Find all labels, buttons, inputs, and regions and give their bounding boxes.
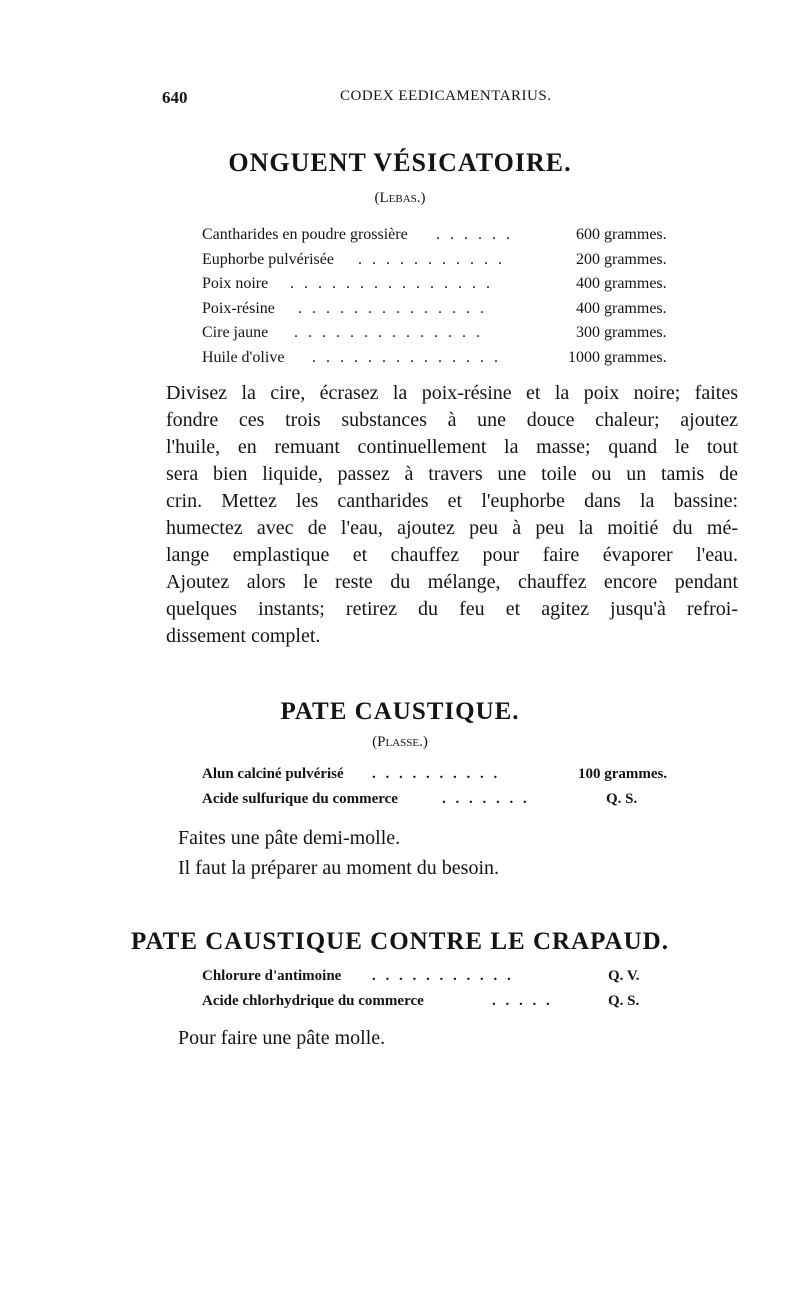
leader-dots: . . . . . . . . . . .	[372, 968, 514, 984]
leader-dots: . . . . . . . . . . . . . .	[294, 324, 483, 341]
leader-dots: . . . . . . . . . . . . . . .	[290, 275, 493, 292]
section-title-onguent-vesicatoire: ONGUENT VÉSICATOIRE.	[228, 148, 572, 177]
text-line: dissement complet.	[166, 625, 321, 647]
text-line: Ajoutez alors le reste du mélange, chauffez encore pendant	[166, 571, 738, 593]
leader-dots: . . . . .	[492, 993, 553, 1009]
ingredient-quantity: 100 grammes.	[578, 766, 668, 782]
ingredient-quantity: 400 grammes.	[576, 275, 667, 292]
leader-dots: . . . . . . . . . . . . . .	[312, 348, 501, 366]
section-title-pate-caustique: PATE CAUSTIQUE.	[280, 698, 520, 725]
text-line: Divisez la cire, écrasez la poix-résine et la poix noire; faites	[166, 382, 738, 404]
ingredient-name: Cantharides en poudre grossière	[202, 226, 408, 243]
ingredient-quantity: 1000 grammes.	[568, 348, 667, 366]
section-title-pate-caustique-crapaud: PATE CAUSTIQUE CONTRE LE CRAPAUD.	[131, 928, 669, 955]
ingredient-name: Acide chlorhydrique du commerce	[202, 993, 424, 1009]
instruction-line: Faites une pâte demi-molle.	[178, 827, 401, 849]
text-line: sera bien liquide, passez à travers une toile ou un tamis de	[166, 463, 738, 485]
ingredient-name: Chlorure d'antimoine	[202, 968, 342, 984]
text-line: quelques instants; retirez du feu et agitez jusqu'à refroi-	[166, 598, 738, 620]
text-line: humectez avec de l'eau, ajoutez peu à peu la moitié du mé-	[166, 517, 738, 539]
ingredient-name: Huile d'olive	[202, 348, 285, 366]
leader-dots: . . . . . . . . . . .	[358, 250, 505, 268]
text-line: l'huile, en remuant continuellement la masse; quand le tout	[166, 436, 738, 458]
section-author-plasse: (Plasse.)	[372, 734, 428, 750]
text-line: fondre ces trois substances à une douce chaleur; ajoutez	[166, 409, 738, 431]
ingredient-name: Poix noire	[202, 275, 269, 292]
page-number: 640	[162, 88, 188, 107]
running-title: CODEX EEDICAMENTARIUS.	[340, 88, 552, 104]
text-line: crin. Mettez les cantharides et l'euphorbe dans la bassine:	[166, 490, 738, 512]
leader-dots: . . . . . .	[436, 226, 513, 243]
instructions-paragraph	[166, 380, 738, 680]
ingredient-quantity: 200 grammes.	[576, 250, 667, 268]
instruction-line: Il faut la préparer au moment du besoin.	[178, 857, 499, 879]
ingredient-quantity: 600 grammes.	[576, 226, 667, 243]
ingredient-quantity: 300 grammes.	[576, 324, 667, 341]
ingredient-quantity: Q. V.	[608, 968, 640, 984]
running-header	[0, 88, 800, 112]
section-author-lebas: (Lebas.)	[374, 190, 426, 206]
leader-dots: . . . . . . . . . .	[372, 766, 501, 782]
ingredient-name: Euphorbe pulvérisée	[202, 250, 334, 268]
leader-dots: . . . . . . . . . . . . . .	[298, 299, 487, 317]
ingredient-quantity: Q. S.	[608, 993, 640, 1009]
ingredient-name: Cire jaune	[202, 324, 269, 341]
text-line: lange emplastique et chauffez pour faire évaporer l'eau.	[166, 544, 738, 566]
ingredient-quantity: 400 grammes.	[576, 299, 667, 317]
leader-dots: . . . . . . .	[442, 791, 530, 807]
ingredient-name: Acide sulfurique du commerce	[202, 791, 398, 807]
ingredient-name: Poix-résine	[202, 299, 275, 317]
instruction-line: Pour faire une pâte molle.	[178, 1027, 386, 1049]
ingredient-quantity: Q. S.	[606, 791, 638, 807]
ingredient-name: Alun calciné pulvérisé	[202, 766, 344, 782]
